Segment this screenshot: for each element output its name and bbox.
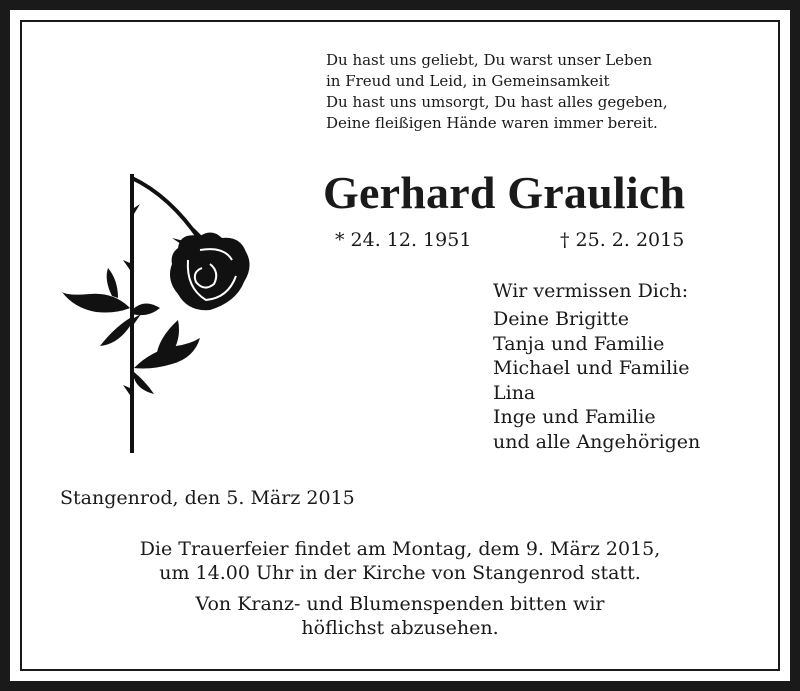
wilted-rose-icon — [60, 168, 260, 458]
birth-date: * 24. 12. 1951 — [335, 229, 472, 251]
mourner-name: Deine Brigitte — [493, 308, 629, 330]
funeral-service-notice — [0, 537, 800, 585]
mourner-name: Lina — [493, 381, 536, 404]
poem-line: in Freud und Leid, in Gemeinsamkeit — [326, 72, 610, 90]
death-date: † 25. 2. 2015 — [560, 229, 685, 251]
place-date: Stangenrod, den 5. März 2015 — [60, 487, 355, 509]
poem-line: Du hast uns geliebt, Du warst unser Leben — [326, 51, 653, 69]
service-line: um 14.00 Uhr in der Kirche von Stangenrod statt. — [159, 562, 641, 584]
poem-line: Deine fleißigen Hände waren immer bereit. — [326, 114, 658, 132]
poem-line: Du hast uns umsorgt, Du hast alles gegeben, — [326, 93, 668, 111]
flowers-line: Von Kranz- und Blumenspenden bitten wir — [195, 593, 605, 615]
mourner-name: Inge und Familie — [493, 406, 656, 428]
mourner-name: Michael und Familie — [493, 357, 690, 379]
flowers-note — [0, 592, 800, 640]
poem — [326, 50, 668, 134]
mourner-name: Tanja und Familie — [493, 332, 665, 355]
service-line: Die Trauerfeier findet am Montag, dem 9. März 2015, — [139, 538, 661, 560]
mourners-list — [493, 307, 700, 454]
flowers-line: höflichst abzusehen. — [301, 617, 499, 639]
mourners-heading: Wir vermissen Dich: — [493, 280, 689, 302]
mourner-name: und alle Angehörigen — [493, 430, 701, 453]
deceased-name: Gerhard Graulich — [323, 167, 686, 218]
